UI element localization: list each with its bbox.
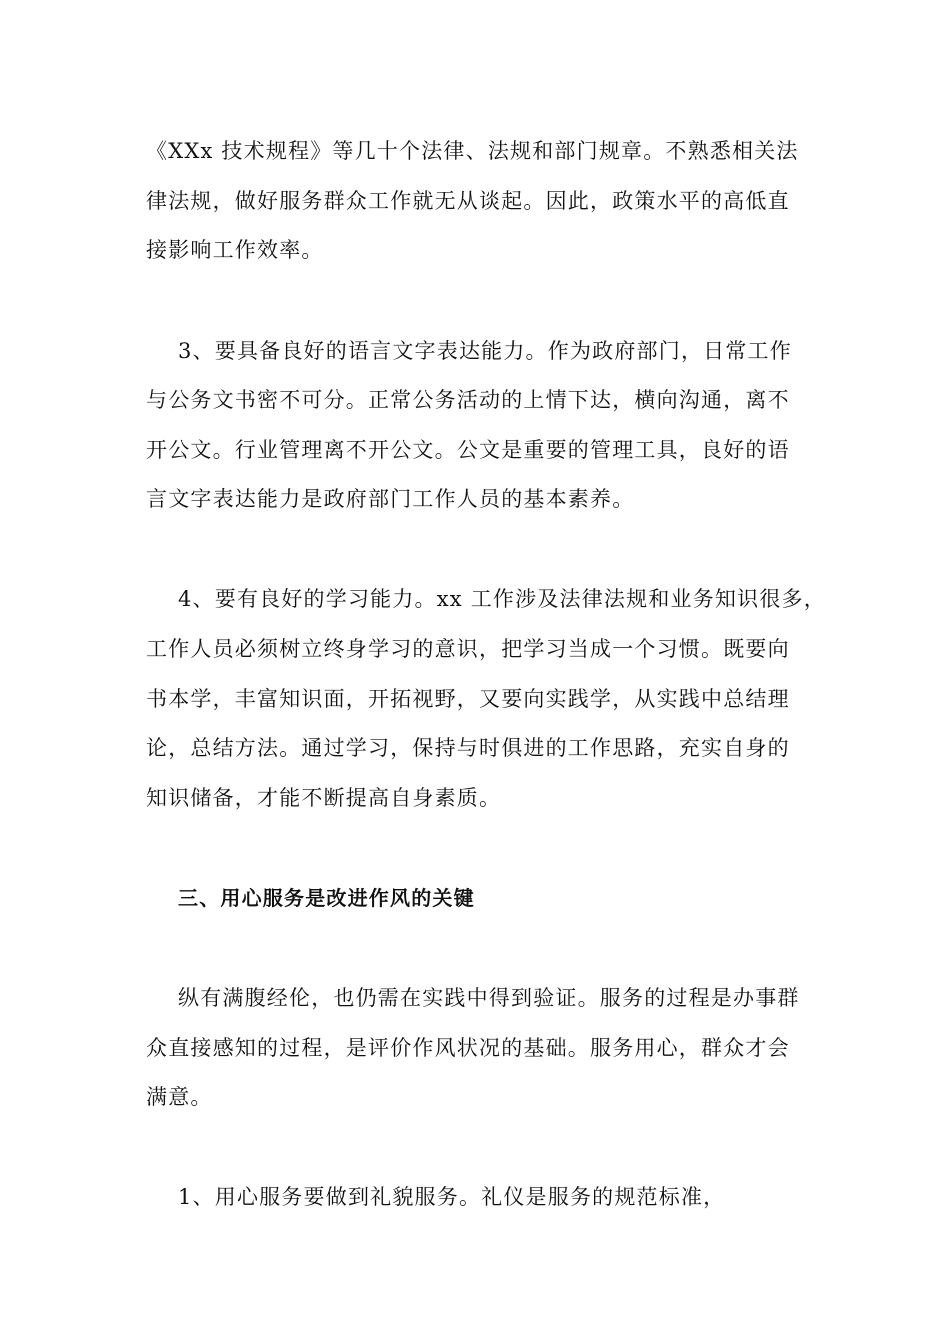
text-line: 书本学，丰富知识面，开拓视野，又要向实践学，从实践中总结理 (146, 687, 790, 711)
text-line: 3、要具备良好的语言文字表达能力。作为政府部门，日常工作 (178, 339, 792, 363)
text-line: 纵有满腹经伦，也仍需在实践中得到验证。服务的过程是办事群 (178, 986, 800, 1010)
text-line: 满意。 (146, 1085, 213, 1109)
text-line: 4、要有良好的学习能力。xx 工作涉及法律法规和业务知识很多， (178, 587, 826, 611)
text-line: 1、用心服务要做到礼貌服务。礼仪是服务的规范标准， (178, 1185, 726, 1209)
section-heading: 三、用心服务是改进作风的关键 (178, 886, 475, 910)
text-line: 知识储备，才能不断提高自身素质。 (146, 786, 502, 810)
text-line: 《XXx 技术规程》等几十个法律、法规和部门规章。不熟悉相关法 (146, 139, 799, 163)
text-line: 论，总结方法。通过学习，保持与时俱进的工作思路，充实自身的 (146, 736, 790, 760)
text-line: 接影响工作效率。 (146, 238, 324, 262)
text-line: 众直接感知的过程，是评价作风状况的基础。服务用心，群众才会 (146, 1036, 790, 1060)
text-line: 与公务文书密不可分。正常公务活动的上情下达，横向沟通，离不 (146, 388, 790, 412)
text-line: 工作人员必须树立终身学习的意识，把学习当成一个习惯。既要向 (146, 637, 790, 661)
text-line: 律法规，做好服务群众工作就无从谈起。因此，政策水平的高低直 (146, 189, 790, 213)
text-line: 开公文。行业管理离不开公文。公文是重要的管理工具，良好的语 (146, 438, 790, 462)
text-line: 言文字表达能力是政府部门工作人员的基本素养。 (146, 487, 635, 511)
